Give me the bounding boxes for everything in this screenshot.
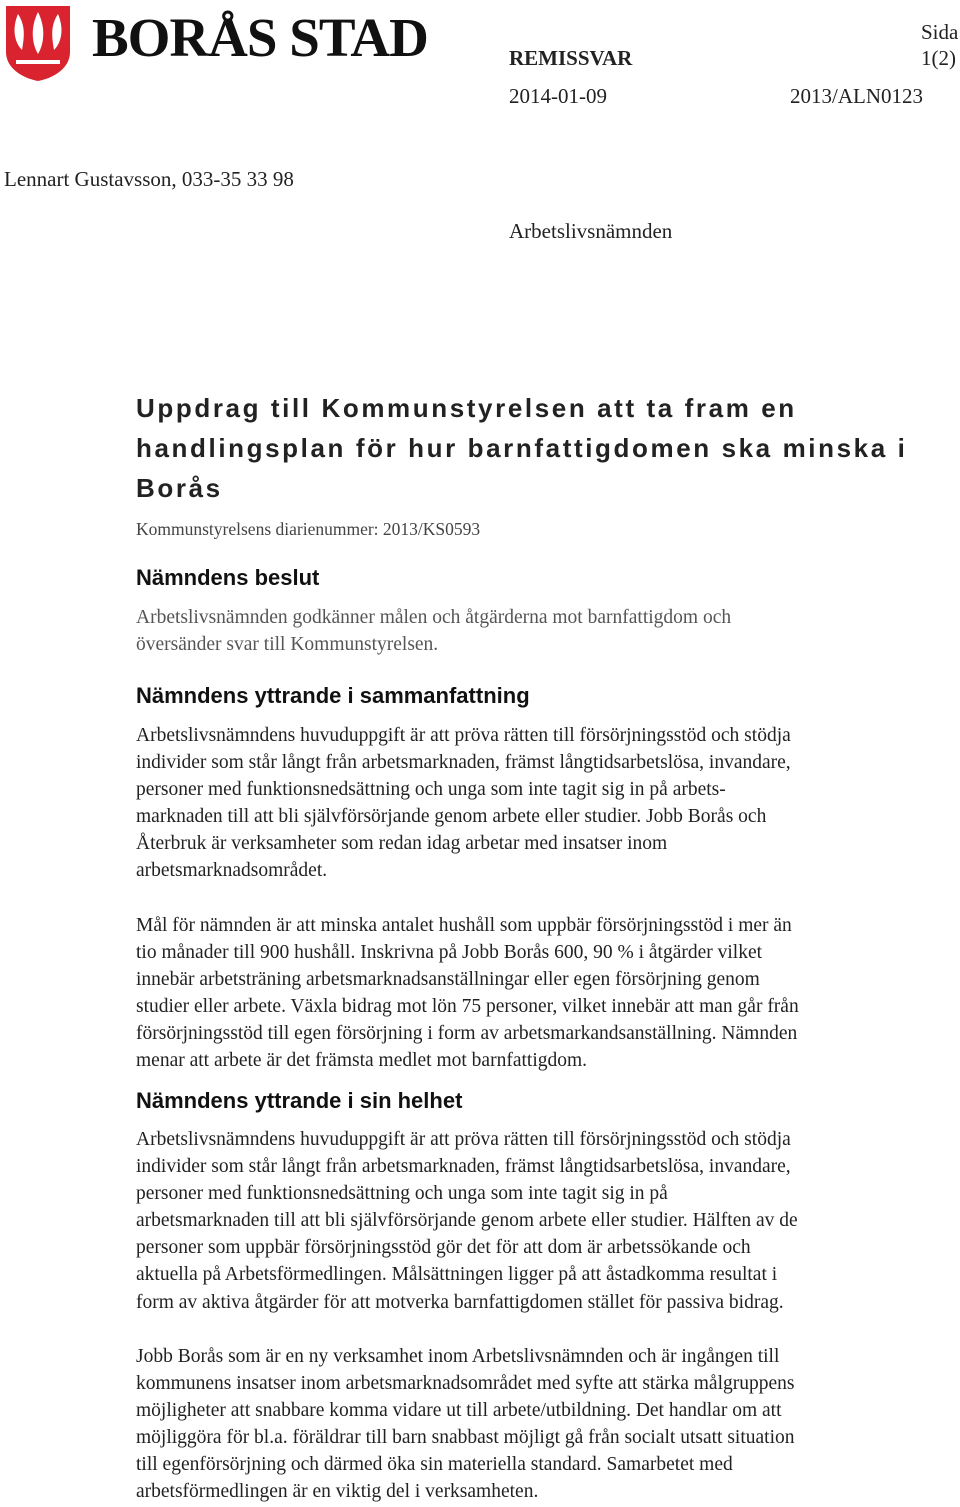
text-line: arbetsmarknadsområdet. (136, 860, 328, 882)
text-line: personer med funktionsnedsättning och unga som inte tagit sig in på arbets- (136, 779, 726, 801)
text-line: innebär arbetsträning arbetsmarknadsanställningar eller egen försörjning genom (136, 969, 760, 991)
text-line: Återbruk är verksamheter som redan idag arbetar med insatser inom (136, 833, 668, 855)
text-line: Arbetslivsnämndens huvuduppgift är att pröva rätten till försörjningsstöd och stödja (136, 1129, 791, 1150)
text-line: möjligheter att snabbare komma vidare ut till arbete/utbildning. Det handlar om att (136, 1400, 782, 1422)
text-line: arbetsförmedlingen är en viktig del i verksamheten. (136, 1481, 539, 1503)
text-line: Mål för nämnden är att minska antalet hushåll som uppbär försörjningsstöd i mer än (136, 915, 792, 936)
document-date: 2014-01-09 (509, 84, 607, 108)
section-heading-sammanfattning: Nämndens yttrande i sammanfattning (136, 683, 530, 708)
title-line: Borås (136, 473, 223, 503)
text-line: till egenförsörjning och därmed öka sin materiella standard. Samarbetet med (136, 1454, 733, 1476)
helhet-paragraph-1 (136, 1126, 936, 1316)
text-line: personer med funktionsnedsättning och unga som inte tagit sig in på (136, 1183, 668, 1205)
text-line: studier eller arbete. Växla bidrag mot lön 75 personer, vilket innebär att man går från (136, 996, 799, 1018)
diarienummer: Kommunstyrelsens diarienummer: 2013/KS0593 (136, 519, 481, 539)
text-line: arbetsmarknaden till att bli självförsörjande genom arbete eller studier. Hälften av de (136, 1210, 798, 1232)
text-line: tio månader till 900 hushåll. Inskrivna på Jobb Borås 600, 90 % i åtgärder vilket (136, 942, 763, 964)
text-line: individer som står långt från arbetsmarknaden, främst långtidsarbetslösa, invandare, (136, 752, 791, 774)
doc-type: REMISSVAR (509, 46, 633, 70)
helhet-paragraph-2 (136, 1343, 936, 1506)
title-line: handlingsplan för hur barnfattigdomen ska minska i (136, 433, 908, 463)
text-line: försörjningsstöd till egen försörjning i form av arbetsmarkandsanställning. Nämnden (136, 1023, 798, 1045)
text-line: Arbetslivsnämnden godkänner målen och åtgärderna mot barnfattigdom och (136, 607, 732, 628)
text-line: form av aktiva åtgärder för att motverka barnfattigdomen stället för passiva bidrag. (136, 1291, 784, 1313)
reference-number: 2013/ALN0123 (790, 84, 923, 108)
text-line: personer som uppbär försörjningsstöd gör det för att dom är arbetssökande och (136, 1237, 751, 1259)
document-title (136, 388, 907, 508)
recipient: Arbetslivsnämnden (509, 219, 673, 243)
text-line: möjliggöra för bl.a. föräldrar till barn snabbast möjligt gå från socialt utsatt situation (136, 1427, 795, 1449)
text-line: kommunens insatser inom arbetsmarknadsområdet med syfte att stärka målgruppens (136, 1373, 795, 1395)
sammanfattning-paragraph-1 (136, 722, 936, 885)
text-line: marknaden till att bli självförsörjande genom arbete eller studier. Jobb Borås och (136, 806, 767, 828)
section-heading-helhet: Nämndens yttrande i sin helhet (136, 1088, 463, 1113)
text-line: individer som står långt från arbetsmarknaden, främst långtidsarbetslösa, invandare, (136, 1156, 791, 1178)
logo-wordmark: BORÅS STAD (92, 7, 428, 68)
text-line: aktuella på Arbetsförmedlingen. Målsättningen ligger på att åstadkomma resultat i (136, 1264, 778, 1286)
section-heading-beslut: Nämndens beslut (136, 565, 320, 590)
page-number: 1(2) (921, 46, 956, 70)
text-line: översänder svar till Kommunstyrelsen. (136, 634, 439, 656)
borås-coat-of-arms-icon (4, 4, 72, 82)
text-line: menar att arbete är det främsta medlet mot barnfattigdom. (136, 1050, 588, 1072)
beslut-paragraph (136, 604, 936, 658)
title-line: Uppdrag till Kommunstyrelsen att ta fram en (136, 393, 797, 423)
contact-line: Lennart Gustavsson, 033-35 33 98 (4, 167, 294, 191)
sammanfattning-paragraph-2 (136, 912, 936, 1075)
text-line: Arbetslivsnämndens huvuduppgift är att pröva rätten till försörjningsstöd och stödja (136, 725, 791, 746)
text-line: Jobb Borås som är en ny verksamhet inom Arbetslivsnämnden och är ingången till (136, 1346, 780, 1367)
page-label: Sida (921, 20, 959, 44)
